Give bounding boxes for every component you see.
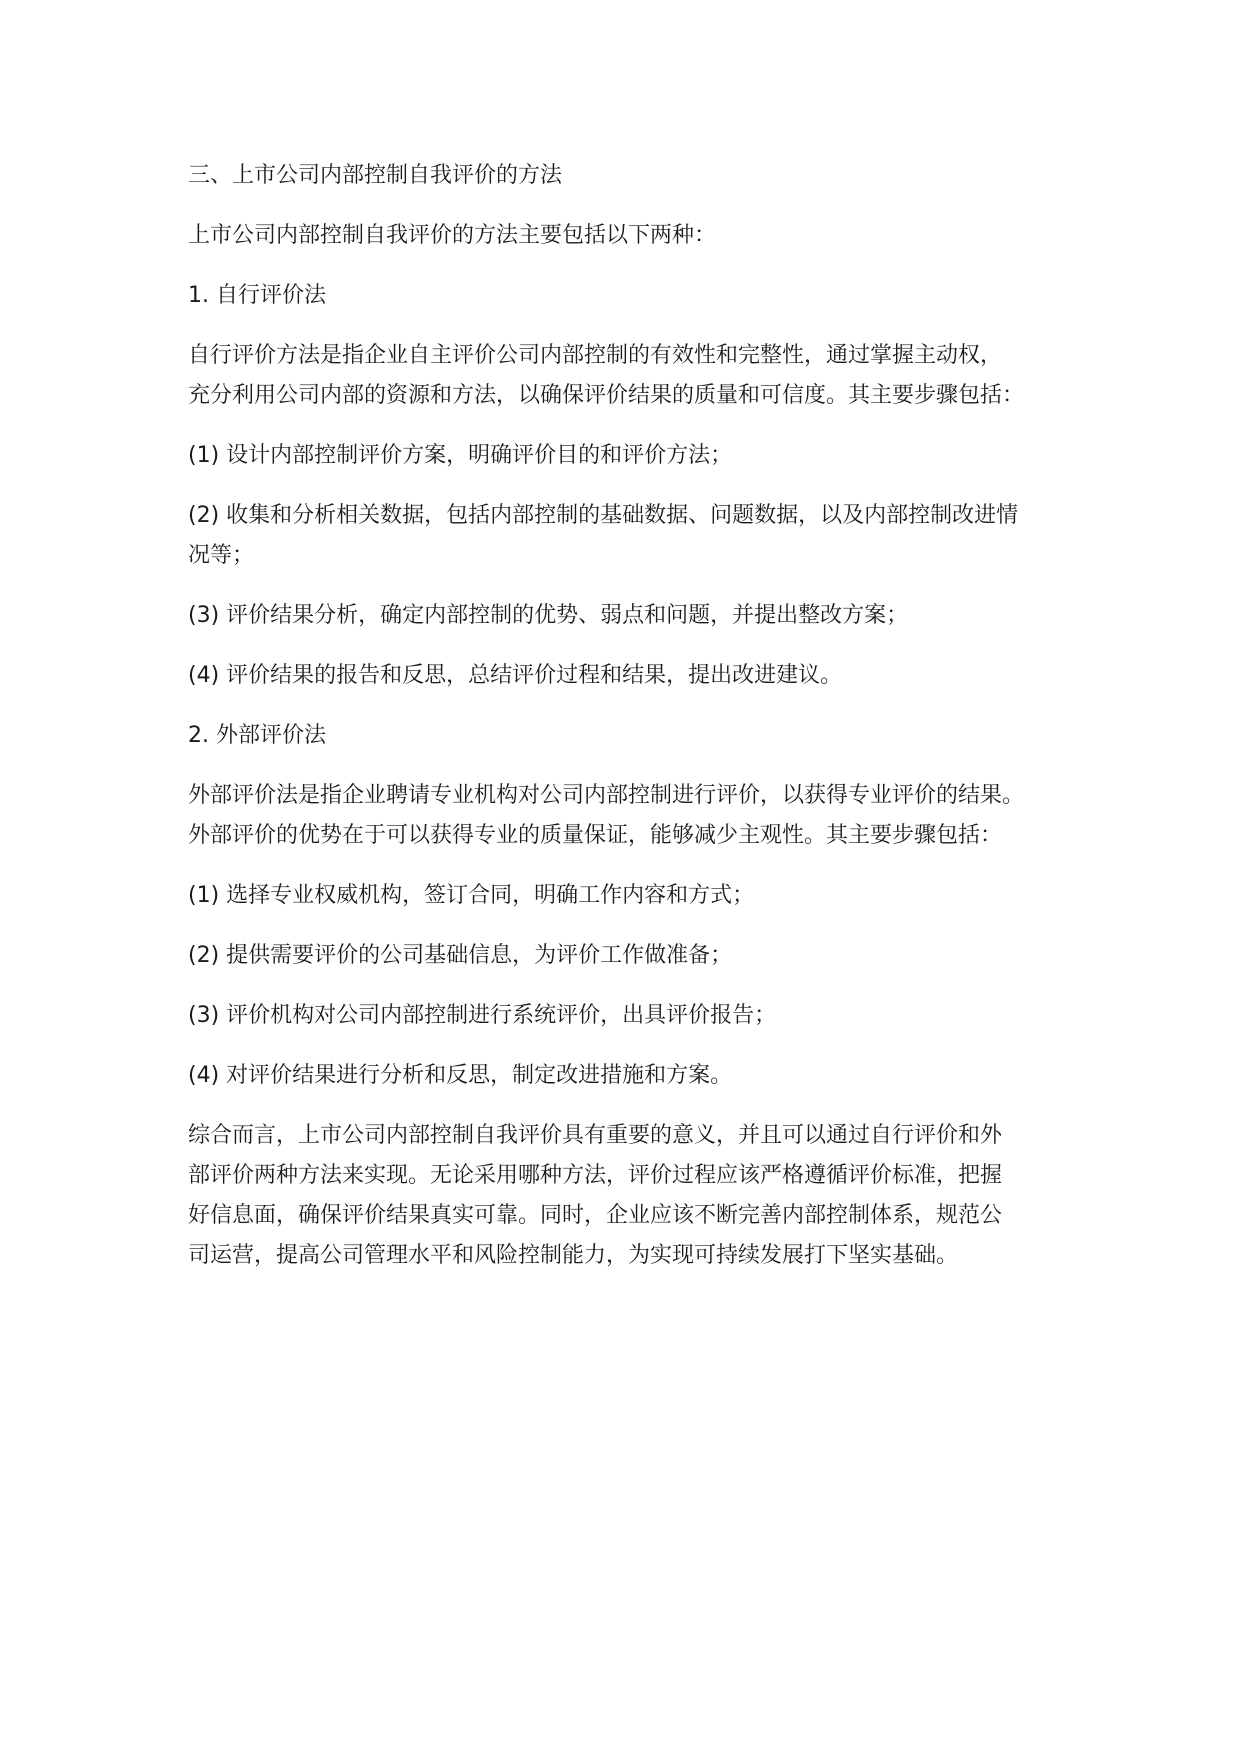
- section2-step-2: [188, 936, 1088, 976]
- section2-step-1: [188, 876, 1088, 916]
- conclusion-line: 司运营，提高公司管理水平和风险控制能力，为实现可持续发展打下坚实基础。: [188, 1243, 959, 1268]
- section2-description: [188, 776, 1088, 856]
- section-heading: [188, 156, 1088, 196]
- section1-description-line: 充分利用公司内部的资源和方法，以确保评价结果的质量和可信度。其主要步骤包括：: [188, 383, 1025, 408]
- section1-step-1: [188, 436, 1088, 476]
- step-text: (4) 对评价结果进行分析和反思，制定改进措施和方案。: [188, 1063, 733, 1088]
- step-text: (2) 提供需要评价的公司基础信息，为评价工作做准备；: [188, 943, 733, 968]
- step-text: (3) 评价结果分析，确定内部控制的优势、弱点和问题，并提出整改方案；: [188, 603, 909, 628]
- section2-title-text: 2. 外部评价法: [188, 723, 326, 748]
- intro-text: 上市公司内部控制自我评价的方法主要包括以下两种：: [188, 223, 717, 248]
- section2-title: [188, 716, 1088, 756]
- intro-paragraph: [188, 216, 1088, 256]
- section1-step-3: [188, 596, 1088, 636]
- section1-title-text: 1. 自行评价法: [188, 283, 326, 308]
- step-text: (2) 收集和分析相关数据，包括内部控制的基础数据、问题数据，以及内部控制改进情: [188, 503, 1019, 528]
- document-body: [188, 156, 1088, 1296]
- section2-step-3: [188, 996, 1088, 1036]
- step-text: (1) 选择专业权威机构，签订合同，明确工作内容和方式；: [188, 883, 755, 908]
- step-text: (1) 设计内部控制评价方案，明确评价目的和评价方法；: [188, 443, 733, 468]
- section1-step-2: [188, 496, 1088, 576]
- step-text: (4) 评价结果的报告和反思，总结评价过程和结果，提出改进建议。: [188, 663, 843, 688]
- heading-text: 三、上市公司内部控制自我评价的方法: [188, 163, 563, 188]
- conclusion-line: 好信息面，确保评价结果真实可靠。同时，企业应该不断完善内部控制体系，规范公: [188, 1203, 1003, 1228]
- section2-description-line: 外部评价的优势在于可以获得专业的质量保证，能够减少主观性。其主要步骤包括：: [188, 823, 1003, 848]
- conclusion-line: 部评价两种方法来实现。无论采用哪种方法，评价过程应该严格遵循评价标准，把握: [188, 1163, 1003, 1188]
- section2-description-line: 外部评价法是指企业聘请专业机构对公司内部控制进行评价，以获得专业评价的结果。: [188, 783, 1025, 808]
- step-text: (3) 评价机构对公司内部控制进行系统评价，出具评价报告；: [188, 1003, 777, 1028]
- conclusion-paragraph: [188, 1116, 1088, 1276]
- step-text-continued: 况等；: [188, 543, 255, 568]
- section1-step-4: [188, 656, 1088, 696]
- section1-description: [188, 336, 1088, 416]
- section1-description-line: 自行评价方法是指企业自主评价公司内部控制的有效性和完整性，通过掌握主动权，: [188, 343, 1003, 368]
- conclusion-line: 综合而言，上市公司内部控制自我评价具有重要的意义，并且可以通过自行评价和外: [188, 1123, 1003, 1148]
- section1-title: [188, 276, 1088, 316]
- section2-step-4: [188, 1056, 1088, 1096]
